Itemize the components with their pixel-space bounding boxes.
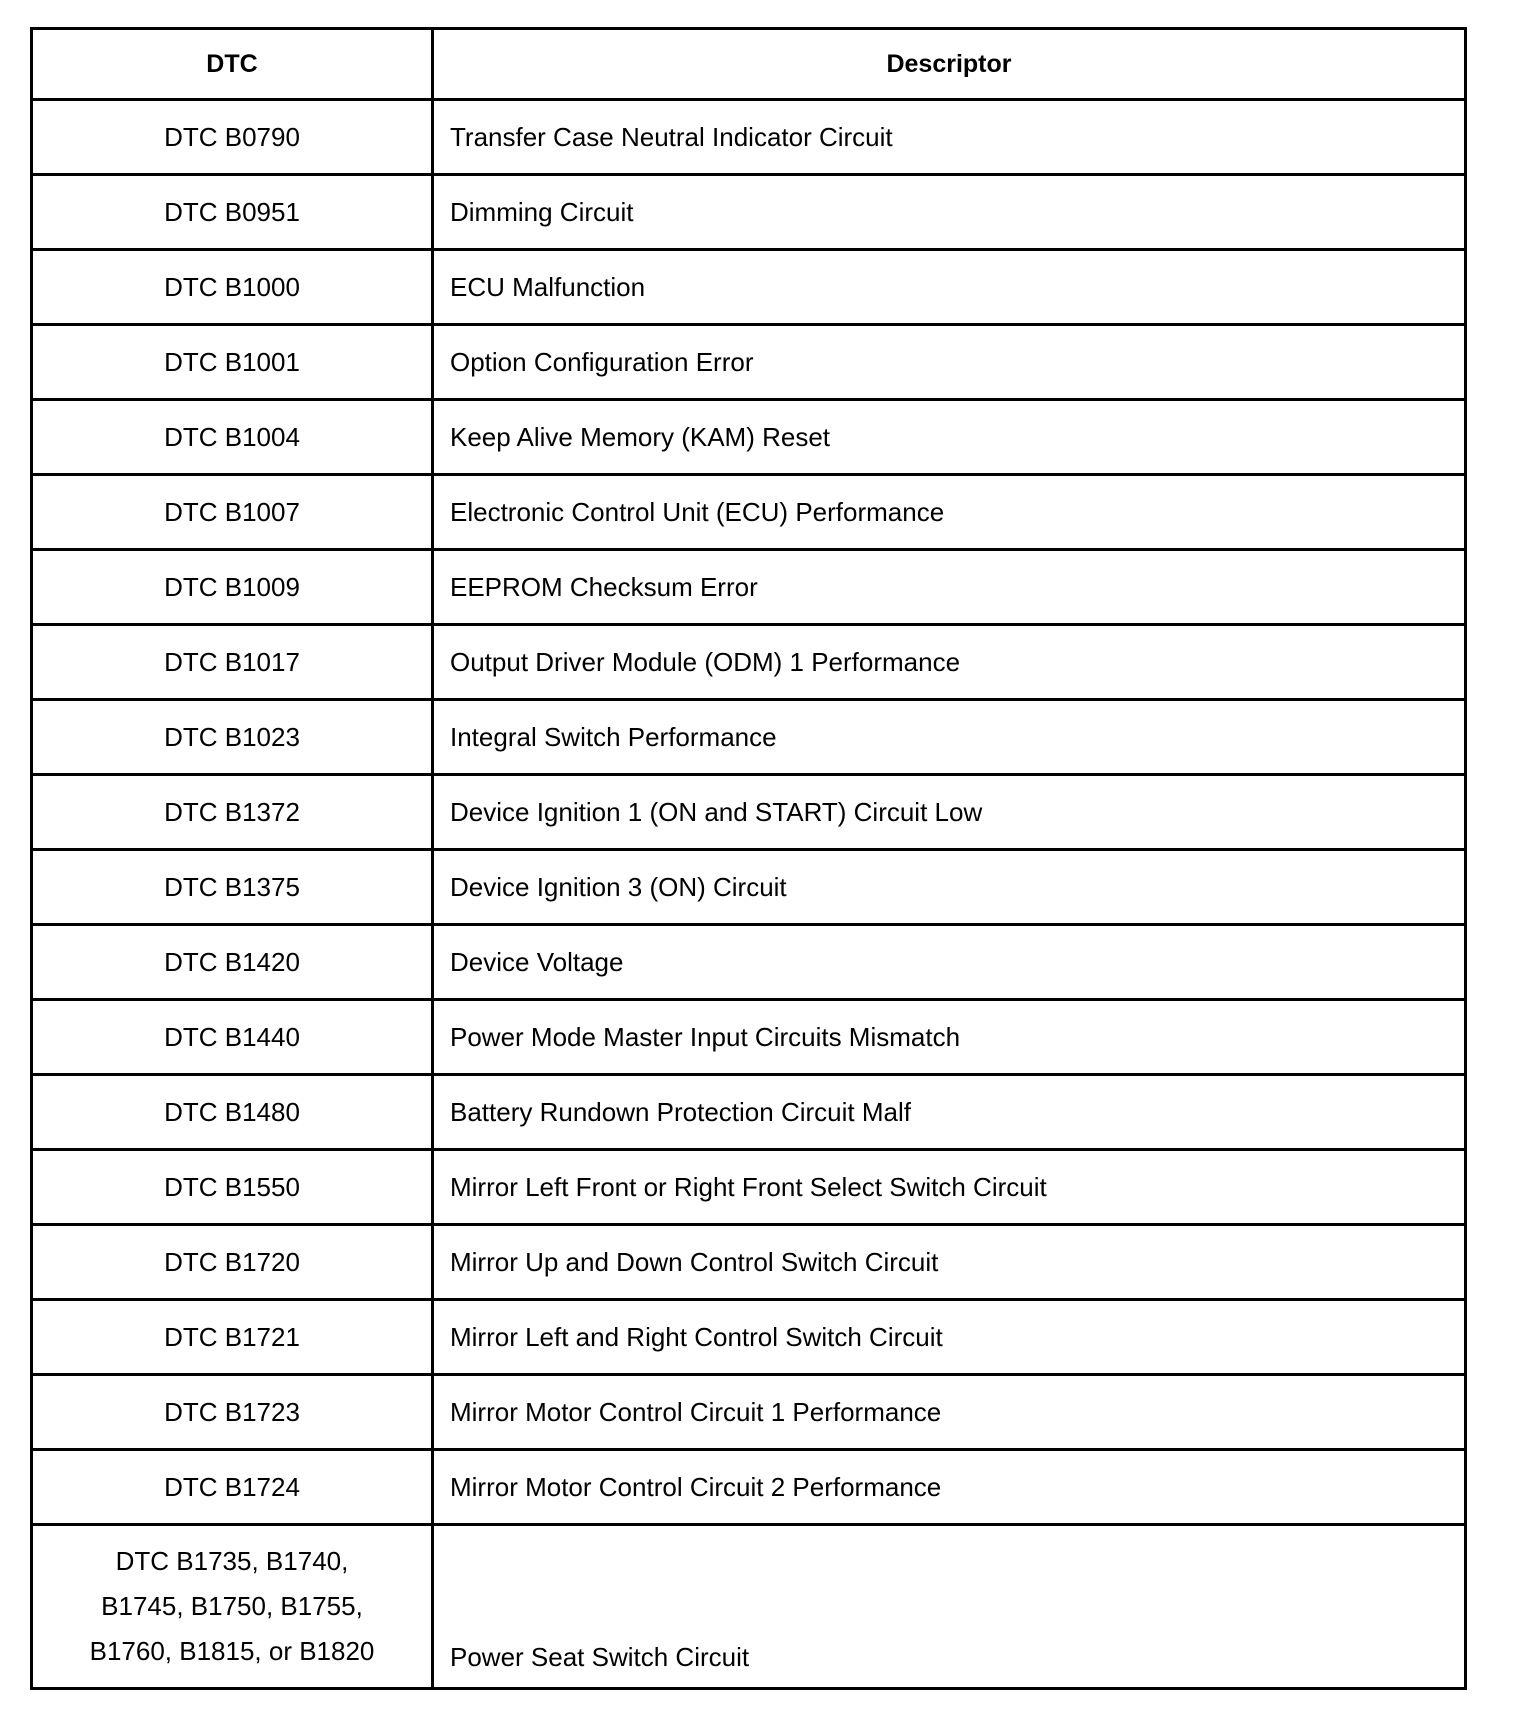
table-row <box>32 1225 1466 1300</box>
table-row <box>32 475 1466 550</box>
dtc-cell: DTC B1723 <box>32 1375 433 1450</box>
descriptor-cell: EEPROM Checksum Error <box>433 550 1466 625</box>
descriptor-cell: Mirror Motor Control Circuit 2 Performance <box>433 1450 1466 1525</box>
descriptor-cell: Mirror Left and Right Control Switch Circuit <box>433 1300 1466 1375</box>
table-row <box>32 775 1466 850</box>
dtc-cell: DTC B1550 <box>32 1150 433 1225</box>
descriptor-cell: Device Ignition 3 (ON) Circuit <box>433 850 1466 925</box>
dtc-cell: DTC B1720 <box>32 1225 433 1300</box>
table-row <box>32 325 1466 400</box>
dtc-column-header: DTC <box>32 29 433 100</box>
descriptor-cell: Device Voltage <box>433 925 1466 1000</box>
descriptor-column-header: Descriptor <box>433 29 1466 100</box>
table-row <box>32 850 1466 925</box>
dtc-cell: DTC B1721 <box>32 1300 433 1375</box>
descriptor-cell: Keep Alive Memory (KAM) Reset <box>433 400 1466 475</box>
descriptor-cell: Dimming Circuit <box>433 175 1466 250</box>
table-row <box>32 625 1466 700</box>
dtc-cell: DTC B1375 <box>32 850 433 925</box>
table-row <box>32 700 1466 775</box>
table-row <box>32 925 1466 1000</box>
descriptor-cell: ECU Malfunction <box>433 250 1466 325</box>
dtc-cell: DTC B1372 <box>32 775 433 850</box>
descriptor-cell: Integral Switch Performance <box>433 700 1466 775</box>
dtc-line: B1760, B1815, or B1820 <box>89 1636 375 1666</box>
table-row <box>32 175 1466 250</box>
table-row <box>32 1150 1466 1225</box>
table-row <box>32 1375 1466 1450</box>
table-row <box>32 400 1466 475</box>
dtc-cell: DTC B0951 <box>32 175 433 250</box>
dtc-cell <box>32 1525 433 1689</box>
dtc-cell: DTC B1009 <box>32 550 433 625</box>
dtc-cell: DTC B1007 <box>32 475 433 550</box>
table-row <box>32 1075 1466 1150</box>
dtc-table <box>30 27 1467 1690</box>
descriptor-cell: Electronic Control Unit (ECU) Performance <box>433 475 1466 550</box>
descriptor-cell: Device Ignition 1 (ON and START) Circuit Low <box>433 775 1466 850</box>
dtc-cell: DTC B0790 <box>32 100 433 175</box>
descriptor-cell: Mirror Up and Down Control Switch Circuit <box>433 1225 1466 1300</box>
dtc-cell: DTC B1724 <box>32 1450 433 1525</box>
dtc-cell: DTC B1001 <box>32 325 433 400</box>
table-row <box>32 1525 1466 1689</box>
dtc-line: DTC B1735, B1740, <box>115 1546 349 1576</box>
descriptor-cell: Power Mode Master Input Circuits Mismatch <box>433 1000 1466 1075</box>
table-row <box>32 1300 1466 1375</box>
descriptor-cell: Mirror Motor Control Circuit 1 Performance <box>433 1375 1466 1450</box>
table-row <box>32 550 1466 625</box>
dtc-line: B1745, B1750, B1755, <box>101 1591 363 1621</box>
dtc-cell: DTC B1420 <box>32 925 433 1000</box>
dtc-cell: DTC B1004 <box>32 400 433 475</box>
table-row <box>32 100 1466 175</box>
table-row <box>32 250 1466 325</box>
descriptor-cell: Output Driver Module (ODM) 1 Performance <box>433 625 1466 700</box>
descriptor-cell: Power Seat Switch Circuit <box>433 1525 1466 1689</box>
dtc-cell: DTC B1440 <box>32 1000 433 1075</box>
table-row <box>32 1450 1466 1525</box>
dtc-cell: DTC B1480 <box>32 1075 433 1150</box>
dtc-cell: DTC B1000 <box>32 250 433 325</box>
table-body <box>32 100 1466 1689</box>
descriptor-cell: Transfer Case Neutral Indicator Circuit <box>433 100 1466 175</box>
table-header-row <box>32 29 1466 100</box>
dtc-cell: DTC B1023 <box>32 700 433 775</box>
descriptor-cell: Option Configuration Error <box>433 325 1466 400</box>
dtc-cell: DTC B1017 <box>32 625 433 700</box>
descriptor-cell: Battery Rundown Protection Circuit Malf <box>433 1075 1466 1150</box>
table-row <box>32 1000 1466 1075</box>
descriptor-cell: Mirror Left Front or Right Front Select Switch Circuit <box>433 1150 1466 1225</box>
